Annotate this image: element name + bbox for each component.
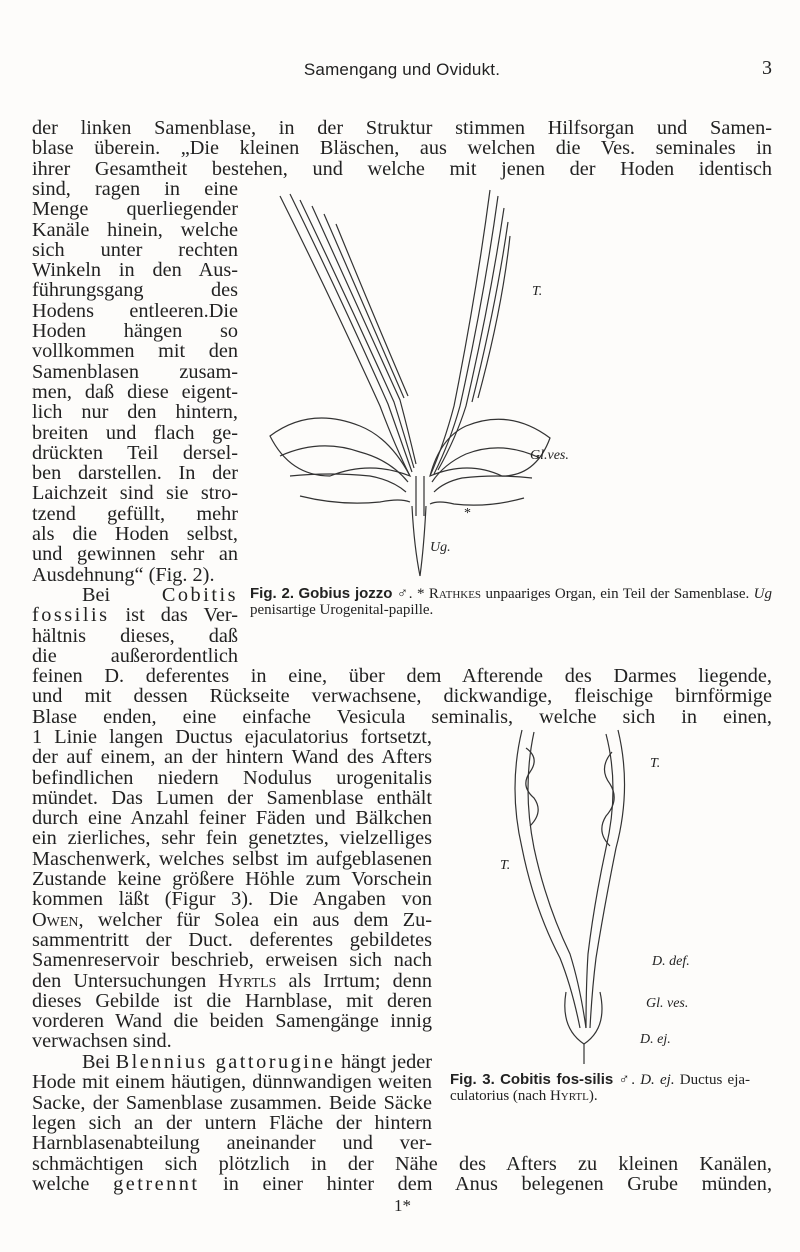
caption-abbrev: D. ej. <box>640 1072 675 1088</box>
text-bei: Bei <box>82 584 111 606</box>
paragraph-2-full <box>32 666 772 727</box>
text-line: sammentritt der Duct. deferentes gebildetes <box>32 928 432 951</box>
caption-text: penisartige Urogenital-papille. <box>250 601 434 618</box>
text-line: als Irrtum; denn <box>276 969 432 992</box>
spaced-word: getrennt <box>113 1173 200 1196</box>
text-line: Samenblasen zusam- <box>32 360 238 383</box>
paragraph-3-wrap <box>32 1052 432 1153</box>
caption-species: Gobius jozzo <box>298 585 393 602</box>
figure-3-illustration <box>500 728 760 1068</box>
figure-2-caption <box>250 586 772 618</box>
text-line: Samenreservoir beschrieb, erweisen sich nach <box>32 949 432 972</box>
text-line: Hoden hängen so <box>32 320 238 343</box>
text-line: Maschenwerk, welches selbst im aufgeblasenen <box>32 847 432 870</box>
text-line: Winkeln in den Aus- <box>32 259 238 282</box>
text-line: Laichzeit sind sie stro- <box>32 482 238 505</box>
text-line: der auf einem, an der hintern Wand des Afters <box>32 746 432 769</box>
text-line: und gewinnen sehr an <box>32 543 238 566</box>
figure-2-illustration <box>240 176 580 582</box>
caption-label: Fig. 2. <box>250 585 295 602</box>
text-line: in einer hinter dem Anus belegenen Grube münden, <box>199 1173 773 1196</box>
text-line: Kanäle hinein, welche <box>32 218 238 241</box>
paragraph-2-start <box>32 585 238 666</box>
figure-label: Gl.ves. <box>530 448 569 463</box>
paragraph-1-wrap <box>32 179 238 585</box>
caption-species: Cobitis fos-silis <box>500 1071 614 1088</box>
text-line: blase überein. „Die kleinen Bläschen, aus welchen die Ves. seminales in <box>32 137 772 160</box>
text-line: dieses Gebilde ist die Harnblase, mit deren <box>32 989 432 1012</box>
text-line: Menge querliegender <box>32 198 238 221</box>
caption-sex: ♂. <box>396 586 413 602</box>
species-name: Blennius gattorugine <box>115 1051 336 1073</box>
text-line: ein zierliches, sehr fein genetztes, vielzelliges <box>32 827 432 850</box>
figure-label: T. <box>532 284 543 299</box>
author-name: Hyrtl <box>549 1087 589 1104</box>
text-line: feinen D. deferentes in eine, über dem Afterende des Darmes liegende, <box>32 665 772 687</box>
figure-3 <box>500 728 760 1068</box>
author-name: Owen <box>32 908 79 931</box>
text-line: breiten und flach ge- <box>32 421 238 444</box>
caption-label: Fig. 3. <box>450 1071 495 1088</box>
text-bei: Bei <box>82 1051 111 1073</box>
text-line: ist das Ver- <box>125 604 238 627</box>
text-line: mündet. Das Lumen der Samenblase enthält <box>32 786 432 809</box>
text-line: Zustande keine größere Höhle zum Vorschein <box>32 868 432 891</box>
figure-label: Ug. <box>430 540 451 555</box>
caption-text: ). <box>588 1087 598 1104</box>
text-line: vollkommen mit den <box>32 340 238 363</box>
species-name: fossilis <box>32 604 110 627</box>
running-title: Samengang und Ovidukt. <box>303 60 501 79</box>
text-line: verwachsen sind. <box>32 1030 172 1053</box>
text-line: führungsgang des <box>32 279 238 302</box>
footer-signature: 1* <box>394 1196 411 1215</box>
text-line: den Untersuchungen <box>32 969 219 992</box>
figure-2 <box>240 176 580 582</box>
text-line: schmächtigen sich plötzlich in der Nähe des Afters zu kleinen Kanälen, <box>32 1153 772 1175</box>
figure-label: * <box>464 506 471 521</box>
paragraph-1-full <box>32 118 772 179</box>
caption-text: * <box>412 586 429 602</box>
figure-label: D. def. <box>652 954 690 969</box>
text-line: sich unter rechten <box>32 238 238 261</box>
page-header <box>32 57 772 86</box>
paragraph-2-wrap <box>32 727 432 1052</box>
caption-text: unpaariges Organ, ein Teil der Samenblase. <box>481 586 754 602</box>
paragraph-3-full <box>32 1154 772 1195</box>
author-name: Rathkes <box>428 586 482 602</box>
text-line: Harnblasenabteilung aneinander und ver- <box>32 1132 432 1155</box>
text-line: welche <box>32 1173 114 1196</box>
text-line: kommen läßt (Figur 3). Die Angaben von <box>32 888 432 911</box>
text-line: hältnis dieses, daß <box>32 624 238 647</box>
text-line: befindlichen niedern Nodulus urogenitalis <box>32 766 432 789</box>
figure-label: D. ej. <box>640 1032 671 1047</box>
text-line: lich nur den hintern, <box>32 401 238 424</box>
text-line: ihrer Gesamtheit bestehen, und welche mit jenen der Hoden identisch <box>32 157 772 180</box>
text-line: , welcher für Solea ein aus dem Zu- <box>78 908 432 931</box>
text-line: der linken Samenblase, in der Struktur stimmen Hilfsorgan und Samen- <box>32 117 772 139</box>
text-line: die außerordentlich <box>32 644 238 667</box>
text-line: drückten Teil dersel- <box>32 441 238 464</box>
text-line: tzend gefüllt, mehr <box>32 502 238 525</box>
text-line: hängt jeder <box>340 1051 432 1073</box>
text-line: durch eine Anzahl feiner Fäden und Bälkchen <box>32 807 432 830</box>
text-line: Ausdehnung“ (Fig. 2). <box>32 563 215 586</box>
text-line: ben darstellen. In der <box>32 462 238 485</box>
author-name: Hyrtls <box>218 969 277 992</box>
figure-label: T. <box>650 756 661 771</box>
text-line: men, daß diese eigent- <box>32 380 238 403</box>
species-name: Cobitis <box>161 584 238 606</box>
text-line: als die Hoden selbst, <box>32 523 238 546</box>
text-line: 1 Linie langen Ductus ejaculatorius fortsetzt, <box>32 726 432 748</box>
text-line: Sacke, der Samenblase zusammen. Beide Säcke <box>32 1091 432 1114</box>
text-line: und mit dessen Rückseite verwachsene, dickwandige, fleischige birnförmige <box>32 685 772 708</box>
figure-label: Gl. ves. <box>646 996 689 1011</box>
text-line: vorderen Wand die beiden Samengänge innig <box>32 1010 432 1033</box>
text-line: Hode mit einem häutigen, dünnwandigen weiten <box>32 1071 432 1094</box>
caption-abbrev: Ug <box>753 586 772 602</box>
caption-text: Ductus eja-culatorius (nach <box>450 1072 751 1104</box>
page-number: 3 <box>762 57 772 79</box>
figure-3-caption <box>450 1072 750 1104</box>
text-line: Blase enden, eine einfache Vesicula seminalis, welche sich in einen, <box>32 705 772 728</box>
text-line: Hodens entleeren.Die <box>32 299 238 322</box>
text-line: legen sich an der untern Fläche der hintern <box>32 1111 432 1134</box>
caption-sex: ♂. <box>618 1072 635 1088</box>
text-line: sind, ragen in eine <box>32 178 238 200</box>
figure-label: T. <box>500 858 511 873</box>
page <box>32 0 772 1252</box>
